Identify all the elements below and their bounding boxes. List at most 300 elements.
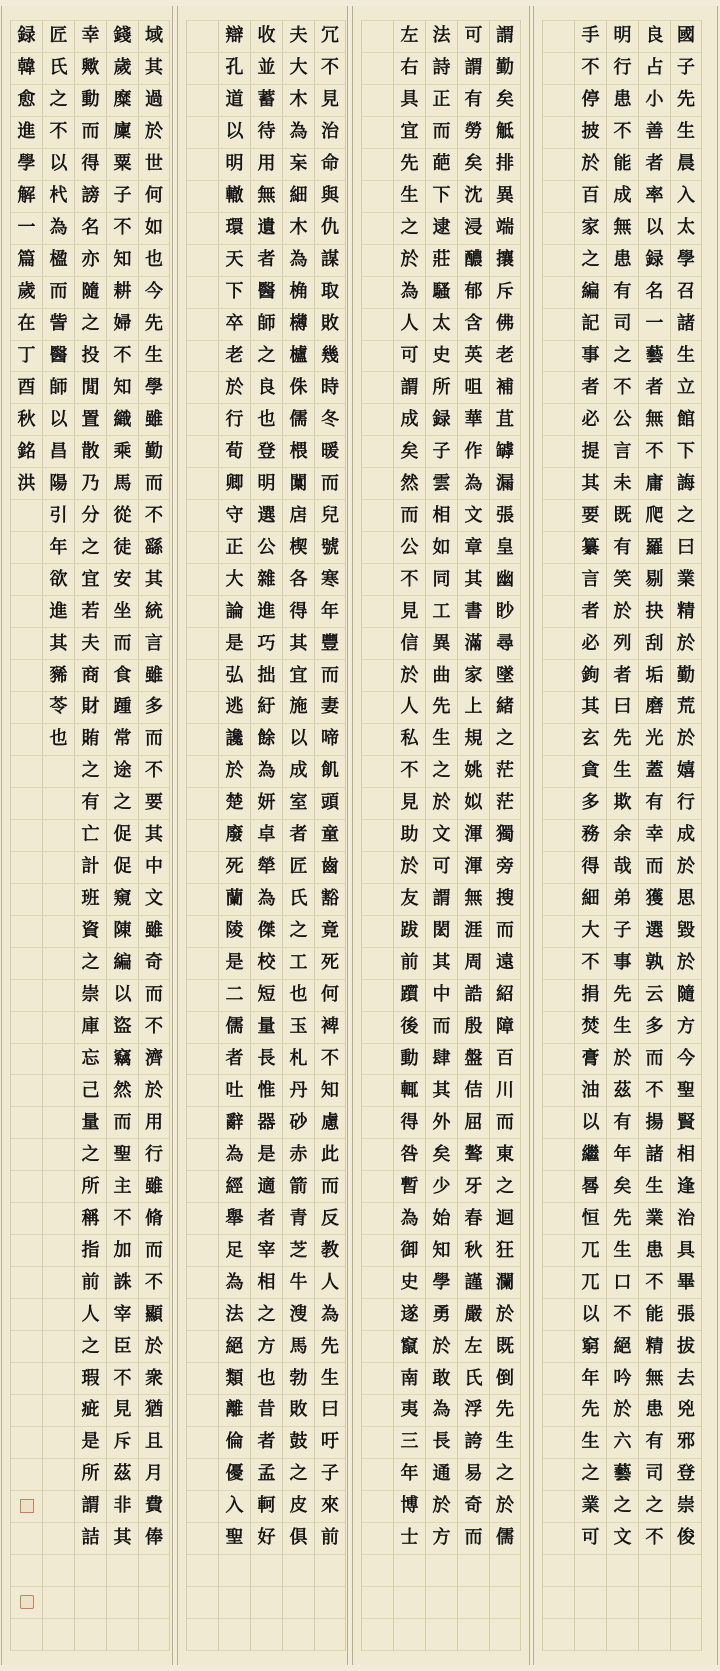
character-cell bbox=[43, 1012, 74, 1044]
character-cell bbox=[43, 1075, 74, 1107]
character-cell: 號 bbox=[315, 532, 345, 564]
character-cell: 欺 bbox=[607, 788, 638, 820]
character-cell: 適 bbox=[251, 1171, 282, 1203]
character-cell bbox=[43, 1171, 74, 1203]
character-cell: 葩 bbox=[426, 149, 457, 181]
character-cell: 謗 bbox=[75, 181, 106, 213]
character-cell: 財 bbox=[75, 692, 106, 724]
character-cell: 倒 bbox=[490, 1363, 520, 1395]
character-cell: 既 bbox=[607, 500, 638, 532]
character-cell: 編 bbox=[575, 277, 606, 309]
character-cell: 攘 bbox=[490, 245, 520, 277]
character-cell: 其 bbox=[107, 1523, 138, 1555]
text-column bbox=[489, 20, 521, 1651]
character-cell bbox=[43, 1491, 74, 1523]
character-cell: 之 bbox=[75, 1331, 106, 1363]
character-cell: 而 bbox=[139, 468, 169, 500]
character-cell bbox=[543, 1587, 574, 1619]
character-cell: 含 bbox=[458, 309, 489, 341]
character-cell bbox=[43, 1331, 74, 1363]
character-cell: 庸 bbox=[639, 468, 670, 500]
character-cell: 而 bbox=[107, 628, 138, 660]
character-cell: 墜 bbox=[490, 660, 520, 692]
character-cell: 卒 bbox=[219, 309, 250, 341]
character-cell: 資 bbox=[75, 916, 106, 948]
scroll-panel-1 bbox=[1, 6, 173, 1665]
character-cell: 生 bbox=[575, 1427, 606, 1459]
character-cell: 雜 bbox=[251, 564, 282, 596]
character-cell: 以 bbox=[575, 1299, 606, 1331]
character-cell bbox=[362, 53, 393, 85]
character-cell bbox=[187, 756, 218, 788]
text-column bbox=[457, 20, 489, 1651]
character-cell bbox=[219, 1555, 250, 1587]
character-cell: 有 bbox=[458, 85, 489, 117]
character-cell: 歟 bbox=[75, 53, 106, 85]
character-cell bbox=[362, 916, 393, 948]
character-cell bbox=[543, 1107, 574, 1139]
character-cell: 也 bbox=[43, 724, 74, 756]
character-cell: 何 bbox=[139, 181, 169, 213]
seal-stamp bbox=[20, 1595, 34, 1609]
character-cell bbox=[426, 1587, 457, 1619]
character-cell: 以 bbox=[107, 980, 138, 1012]
character-cell bbox=[362, 724, 393, 756]
character-cell: 於 bbox=[671, 724, 701, 756]
character-cell bbox=[283, 1555, 314, 1587]
character-cell: 乃 bbox=[75, 468, 106, 500]
character-cell: 跋 bbox=[394, 916, 425, 948]
character-cell: 芝 bbox=[283, 1235, 314, 1267]
character-cell bbox=[43, 884, 74, 916]
character-cell: 春 bbox=[458, 1203, 489, 1235]
character-cell: 召 bbox=[671, 277, 701, 309]
character-cell bbox=[43, 1587, 74, 1619]
character-cell: 途 bbox=[107, 756, 138, 788]
character-cell: 其 bbox=[426, 1075, 457, 1107]
character-cell bbox=[543, 1523, 574, 1555]
character-cell bbox=[187, 980, 218, 1012]
text-column bbox=[42, 20, 74, 1651]
character-cell: 馬 bbox=[107, 468, 138, 500]
character-cell bbox=[543, 1331, 574, 1363]
character-cell: 箭 bbox=[283, 1171, 314, 1203]
character-cell: 量 bbox=[251, 1012, 282, 1044]
character-cell: 藝 bbox=[639, 341, 670, 373]
character-cell: 斥 bbox=[107, 1427, 138, 1459]
character-cell: 夫 bbox=[283, 20, 314, 53]
character-cell: 短 bbox=[251, 980, 282, 1012]
character-cell: 先 bbox=[490, 1395, 520, 1427]
character-cell bbox=[362, 309, 393, 341]
text-column bbox=[361, 20, 393, 1651]
character-cell: 為 bbox=[219, 1267, 250, 1299]
character-cell: 不 bbox=[139, 500, 169, 532]
character-cell: 名 bbox=[75, 213, 106, 245]
character-cell: 之 bbox=[75, 756, 106, 788]
character-cell: 矣 bbox=[394, 436, 425, 468]
character-cell bbox=[362, 1075, 393, 1107]
character-cell: 前 bbox=[315, 1523, 345, 1555]
character-cell: 於 bbox=[139, 117, 169, 149]
character-cell bbox=[607, 1587, 638, 1619]
character-cell: 秋 bbox=[11, 404, 42, 436]
character-cell: 可 bbox=[426, 852, 457, 884]
character-cell bbox=[362, 117, 393, 149]
character-cell: 收 bbox=[251, 20, 282, 53]
character-cell bbox=[543, 1203, 574, 1235]
character-cell: 寒 bbox=[315, 564, 345, 596]
character-cell: 置 bbox=[75, 404, 106, 436]
character-cell: 統 bbox=[139, 596, 169, 628]
character-cell: 閒 bbox=[75, 372, 106, 404]
character-cell: 羅 bbox=[639, 532, 670, 564]
character-cell: 而 bbox=[639, 1044, 670, 1076]
character-cell: 裨 bbox=[315, 1012, 345, 1044]
character-cell bbox=[187, 1267, 218, 1299]
character-cell: 楚 bbox=[219, 788, 250, 820]
character-cell: 勤 bbox=[139, 436, 169, 468]
character-cell: 行 bbox=[219, 404, 250, 436]
character-cell: 其 bbox=[139, 820, 169, 852]
character-cell: 者 bbox=[639, 372, 670, 404]
character-cell: 茲 bbox=[607, 1075, 638, 1107]
character-cell: 聱 bbox=[458, 1139, 489, 1171]
character-cell: 不 bbox=[639, 1267, 670, 1299]
character-cell: 殷 bbox=[458, 1012, 489, 1044]
character-cell: 皮 bbox=[283, 1491, 314, 1523]
character-cell: 而 bbox=[394, 500, 425, 532]
character-cell: 涯 bbox=[458, 916, 489, 948]
character-cell bbox=[11, 1395, 42, 1427]
character-cell: 竊 bbox=[107, 1044, 138, 1076]
character-cell: 成 bbox=[607, 181, 638, 213]
character-cell: 要 bbox=[575, 500, 606, 532]
character-cell bbox=[187, 1555, 218, 1587]
character-cell: 隨 bbox=[75, 277, 106, 309]
character-cell: 輒 bbox=[394, 1075, 425, 1107]
character-cell: 狂 bbox=[490, 1235, 520, 1267]
character-cell: 青 bbox=[283, 1203, 314, 1235]
character-cell: 反 bbox=[315, 1203, 345, 1235]
character-cell: 乘 bbox=[107, 436, 138, 468]
character-cell: 為 bbox=[394, 1203, 425, 1235]
character-cell bbox=[362, 788, 393, 820]
character-cell bbox=[362, 404, 393, 436]
character-cell bbox=[11, 916, 42, 948]
character-cell bbox=[43, 948, 74, 980]
character-cell: 浸 bbox=[458, 213, 489, 245]
character-cell: 其 bbox=[458, 564, 489, 596]
character-cell bbox=[187, 532, 218, 564]
character-cell: 之 bbox=[75, 1139, 106, 1171]
character-cell: 於 bbox=[607, 1395, 638, 1427]
character-cell: 多 bbox=[575, 788, 606, 820]
character-cell: 人 bbox=[75, 1299, 106, 1331]
character-cell: 櫨 bbox=[283, 341, 314, 373]
character-cell: 崇 bbox=[671, 1491, 701, 1523]
character-cell: 宜 bbox=[394, 117, 425, 149]
character-cell: 之 bbox=[575, 1459, 606, 1491]
character-cell bbox=[575, 1619, 606, 1651]
character-cell bbox=[187, 436, 218, 468]
character-cell: 而 bbox=[426, 117, 457, 149]
character-cell: 文 bbox=[458, 500, 489, 532]
character-cell: 逢 bbox=[671, 1171, 701, 1203]
character-cell: 一 bbox=[639, 309, 670, 341]
character-cell: 孔 bbox=[219, 53, 250, 85]
character-cell: 左 bbox=[458, 1331, 489, 1363]
character-cell: 茲 bbox=[107, 1459, 138, 1491]
character-cell bbox=[671, 1587, 701, 1619]
character-cell: 木 bbox=[283, 213, 314, 245]
character-cell bbox=[543, 468, 574, 500]
character-cell: 雖 bbox=[139, 660, 169, 692]
character-cell bbox=[458, 1555, 489, 1587]
character-cell: 而 bbox=[43, 277, 74, 309]
character-cell: 吟 bbox=[607, 1363, 638, 1395]
character-cell: 無 bbox=[251, 181, 282, 213]
character-cell: 南 bbox=[394, 1363, 425, 1395]
character-cell: 幾 bbox=[315, 341, 345, 373]
character-cell: 史 bbox=[426, 341, 457, 373]
character-cell: 明 bbox=[607, 20, 638, 53]
character-cell: 不 bbox=[607, 117, 638, 149]
character-cell: 者 bbox=[283, 820, 314, 852]
character-cell: 牙 bbox=[458, 1171, 489, 1203]
character-cell: 昔 bbox=[251, 1395, 282, 1427]
character-cell: 不 bbox=[107, 1363, 138, 1395]
character-cell bbox=[315, 1555, 345, 1587]
character-cell: 鉤 bbox=[575, 660, 606, 692]
character-cell bbox=[75, 1555, 106, 1587]
character-cell: 異 bbox=[426, 628, 457, 660]
character-cell bbox=[607, 1555, 638, 1587]
character-cell: 奇 bbox=[458, 1491, 489, 1523]
character-cell bbox=[362, 596, 393, 628]
character-cell: 敗 bbox=[283, 1395, 314, 1427]
character-cell bbox=[187, 948, 218, 980]
character-cell: 生 bbox=[394, 181, 425, 213]
character-cell: 亡 bbox=[75, 820, 106, 852]
character-cell: 年 bbox=[607, 1139, 638, 1171]
character-cell: 業 bbox=[575, 1491, 606, 1523]
character-cell: 家 bbox=[458, 660, 489, 692]
character-cell bbox=[394, 1587, 425, 1619]
character-cell bbox=[458, 1587, 489, 1619]
character-cell: 惟 bbox=[251, 1075, 282, 1107]
character-cell: 月 bbox=[139, 1459, 169, 1491]
character-cell bbox=[187, 916, 218, 948]
character-cell: 事 bbox=[607, 948, 638, 980]
character-cell bbox=[543, 1491, 574, 1523]
character-cell: 且 bbox=[139, 1427, 169, 1459]
character-cell: 遺 bbox=[251, 213, 282, 245]
character-cell: 子 bbox=[426, 436, 457, 468]
character-cell: 於 bbox=[671, 948, 701, 980]
character-cell: 行 bbox=[607, 53, 638, 85]
character-cell: 教 bbox=[315, 1235, 345, 1267]
character-cell: 生 bbox=[607, 1235, 638, 1267]
character-cell: 而 bbox=[315, 660, 345, 692]
character-cell bbox=[11, 884, 42, 916]
character-cell: 漏 bbox=[490, 468, 520, 500]
character-cell: 去 bbox=[671, 1363, 701, 1395]
character-cell: 騷 bbox=[426, 277, 457, 309]
character-cell bbox=[543, 1395, 574, 1427]
character-cell bbox=[543, 948, 574, 980]
character-cell: 於 bbox=[426, 788, 457, 820]
character-cell bbox=[543, 724, 574, 756]
character-cell: 法 bbox=[426, 20, 457, 53]
character-cell: 取 bbox=[315, 277, 345, 309]
character-cell: 遂 bbox=[394, 1299, 425, 1331]
character-cell: 稱 bbox=[75, 1203, 106, 1235]
character-cell: 也 bbox=[283, 980, 314, 1012]
character-cell: 盜 bbox=[107, 1012, 138, 1044]
character-cell: 歲 bbox=[11, 277, 42, 309]
character-cell: 獲 bbox=[639, 884, 670, 916]
character-cell bbox=[11, 1331, 42, 1363]
character-cell: 子 bbox=[607, 916, 638, 948]
character-cell bbox=[187, 213, 218, 245]
character-cell: 不 bbox=[315, 53, 345, 85]
text-column bbox=[314, 20, 346, 1651]
character-cell bbox=[187, 1427, 218, 1459]
character-cell: 室 bbox=[283, 788, 314, 820]
character-cell: 之 bbox=[251, 341, 282, 373]
character-cell: 蓄 bbox=[251, 85, 282, 117]
character-cell: 忘 bbox=[75, 1044, 106, 1076]
character-cell: 選 bbox=[251, 500, 282, 532]
character-cell bbox=[543, 1267, 574, 1299]
character-cell bbox=[543, 181, 574, 213]
character-cell: 宰 bbox=[251, 1235, 282, 1267]
character-cell bbox=[362, 532, 393, 564]
character-cell bbox=[219, 1619, 250, 1651]
character-cell: 韓 bbox=[11, 53, 42, 85]
character-cell: 己 bbox=[75, 1075, 106, 1107]
character-cell: 選 bbox=[639, 916, 670, 948]
character-cell bbox=[107, 1587, 138, 1619]
character-cell: 夫 bbox=[75, 628, 106, 660]
character-cell: 陵 bbox=[219, 916, 250, 948]
character-cell: 讒 bbox=[219, 724, 250, 756]
character-cell bbox=[187, 1171, 218, 1203]
character-cell: 具 bbox=[671, 1235, 701, 1267]
character-cell bbox=[543, 1427, 574, 1459]
text-column bbox=[74, 20, 106, 1651]
character-cell: 於 bbox=[394, 245, 425, 277]
character-cell bbox=[362, 1363, 393, 1395]
character-cell: 欲 bbox=[43, 564, 74, 596]
character-cell: 不 bbox=[139, 756, 169, 788]
character-cell: 子 bbox=[315, 1459, 345, 1491]
character-cell: 誇 bbox=[458, 1427, 489, 1459]
character-cell bbox=[187, 1203, 218, 1235]
character-cell bbox=[543, 85, 574, 117]
character-cell: 文 bbox=[426, 820, 457, 852]
character-cell: 編 bbox=[107, 948, 138, 980]
character-cell: 聖 bbox=[219, 1523, 250, 1555]
character-cell bbox=[187, 1363, 218, 1395]
character-cell: 啼 bbox=[315, 724, 345, 756]
character-cell: 臣 bbox=[107, 1331, 138, 1363]
character-cell: 小 bbox=[639, 85, 670, 117]
character-cell bbox=[187, 820, 218, 852]
character-cell bbox=[362, 1203, 393, 1235]
character-cell bbox=[543, 692, 574, 724]
character-cell bbox=[187, 1235, 218, 1267]
character-cell bbox=[43, 1523, 74, 1555]
character-cell: 抉 bbox=[639, 596, 670, 628]
character-cell: 工 bbox=[426, 596, 457, 628]
character-cell: 之 bbox=[490, 724, 520, 756]
character-cell: 冗 bbox=[315, 20, 345, 53]
character-cell: 張 bbox=[490, 500, 520, 532]
character-cell: 揚 bbox=[639, 1107, 670, 1139]
text-column bbox=[138, 20, 170, 1651]
character-cell: 經 bbox=[219, 1171, 250, 1203]
character-cell: 幸 bbox=[639, 820, 670, 852]
character-cell: 同 bbox=[426, 564, 457, 596]
character-cell: 其 bbox=[283, 628, 314, 660]
character-cell: 竟 bbox=[315, 916, 345, 948]
character-cell: 而 bbox=[139, 1235, 169, 1267]
character-cell: 正 bbox=[219, 532, 250, 564]
character-cell: 辯 bbox=[219, 20, 250, 53]
character-cell bbox=[187, 53, 218, 85]
character-cell: 而 bbox=[75, 117, 106, 149]
character-cell bbox=[543, 884, 574, 916]
character-cell: 繼 bbox=[575, 1139, 606, 1171]
character-cell: 生 bbox=[607, 756, 638, 788]
character-cell: 六 bbox=[607, 1427, 638, 1459]
character-cell: 者 bbox=[575, 596, 606, 628]
character-cell: 之 bbox=[283, 916, 314, 948]
character-cell: 矣 bbox=[607, 1171, 638, 1203]
character-cell: 雖 bbox=[139, 1171, 169, 1203]
character-cell: 吁 bbox=[315, 1427, 345, 1459]
character-cell bbox=[283, 1619, 314, 1651]
character-cell: 斥 bbox=[490, 277, 520, 309]
character-cell: 所 bbox=[426, 372, 457, 404]
character-cell: 學 bbox=[671, 245, 701, 277]
character-cell: 端 bbox=[490, 213, 520, 245]
character-cell: 拔 bbox=[671, 1331, 701, 1363]
character-cell: 大 bbox=[575, 916, 606, 948]
character-cell: 成 bbox=[671, 820, 701, 852]
character-cell bbox=[362, 1235, 393, 1267]
character-cell: 不 bbox=[139, 1267, 169, 1299]
character-cell: 孟 bbox=[251, 1459, 282, 1491]
character-cell: 豁 bbox=[315, 884, 345, 916]
character-cell: 茫 bbox=[490, 756, 520, 788]
character-cell: 先 bbox=[394, 149, 425, 181]
character-cell: 年 bbox=[394, 1459, 425, 1491]
character-cell bbox=[187, 500, 218, 532]
character-cell: 百 bbox=[575, 181, 606, 213]
character-cell: 相 bbox=[671, 1139, 701, 1171]
character-cell: 不 bbox=[107, 1203, 138, 1235]
character-cell bbox=[187, 596, 218, 628]
character-cell: 油 bbox=[575, 1075, 606, 1107]
character-cell bbox=[543, 117, 574, 149]
character-cell: 先 bbox=[671, 85, 701, 117]
character-cell bbox=[43, 1044, 74, 1076]
character-cell: 俱 bbox=[283, 1523, 314, 1555]
character-cell bbox=[543, 20, 574, 53]
